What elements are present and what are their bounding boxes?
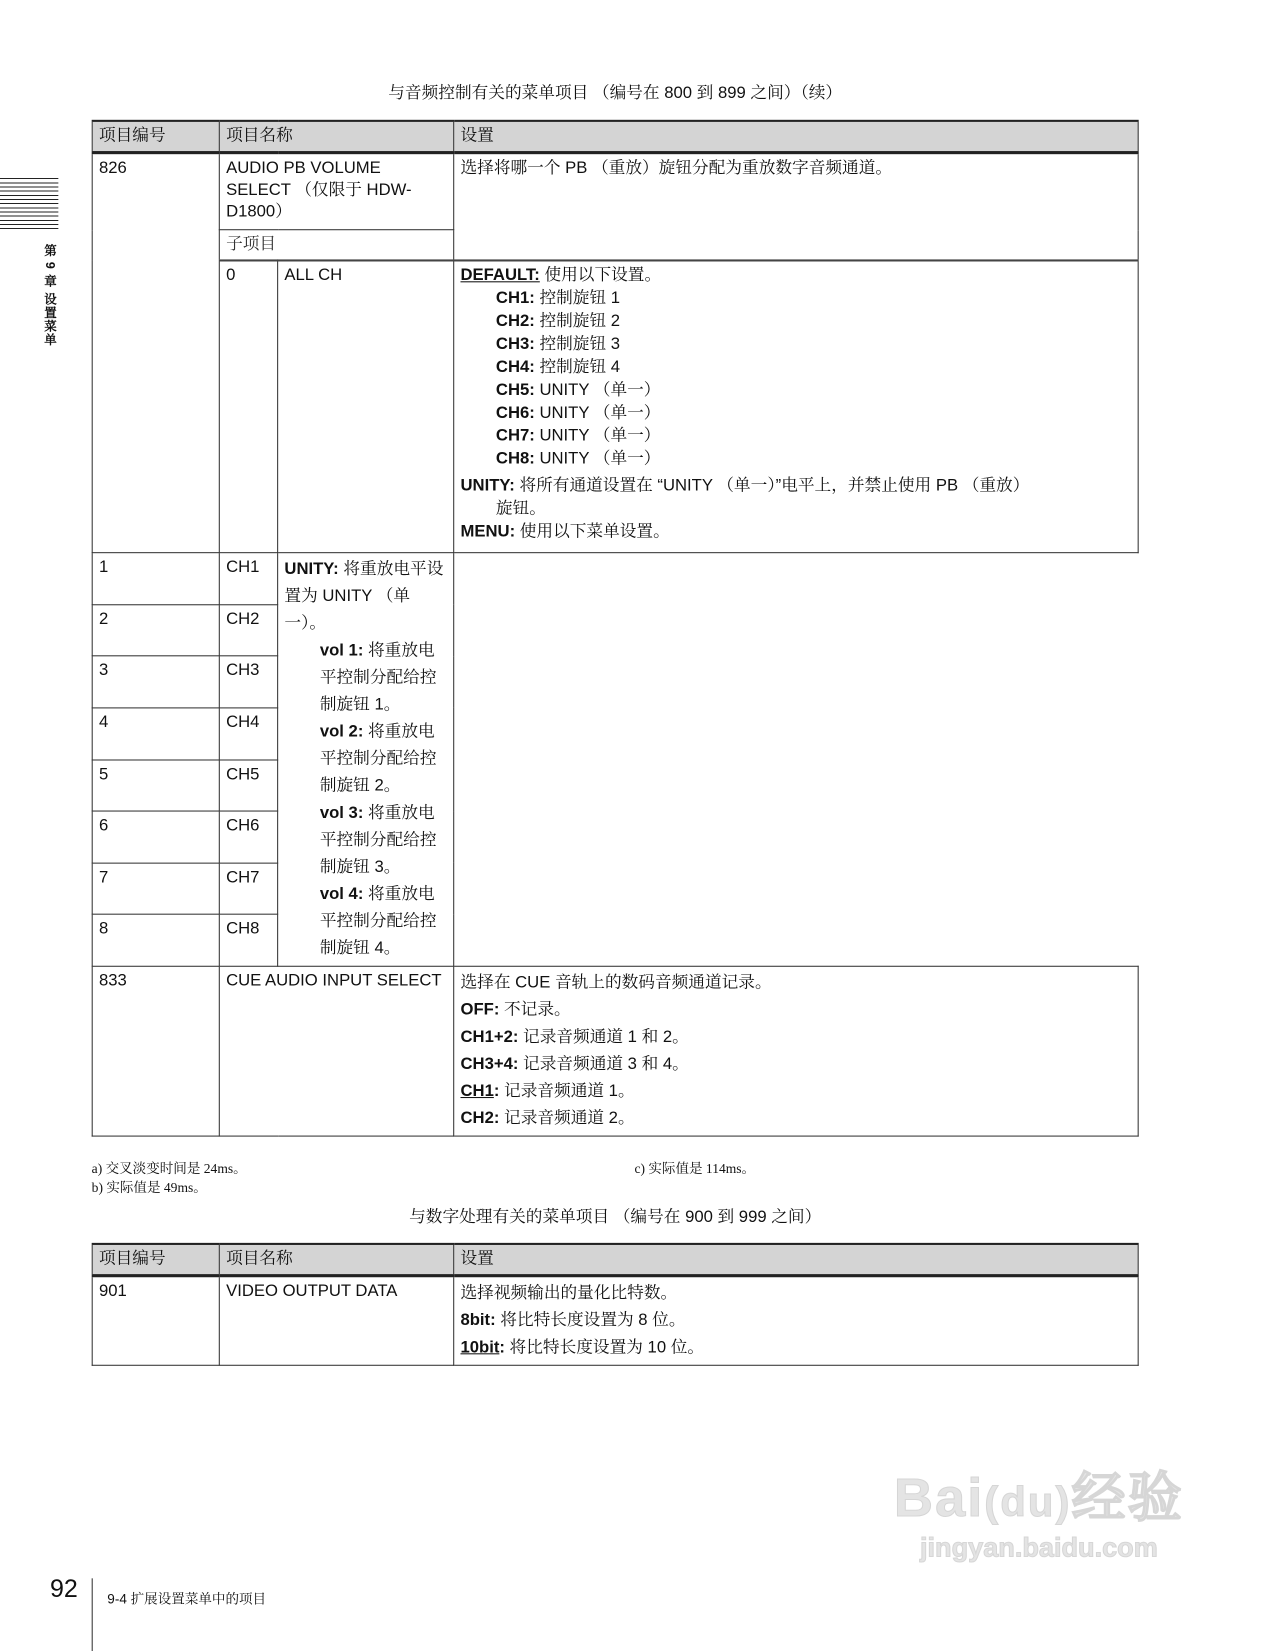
header-name: 项目名称: [219, 1244, 453, 1276]
channel-setting: CH8: UNITY （单一）: [495, 449, 661, 468]
table1-title: 与音频控制有关的菜单项目 （编号在 800 到 899 之间）（续）: [388, 84, 843, 103]
table-row: [92, 656, 1138, 708]
footnote-c: c) 实际值是 114ms。: [634, 1160, 756, 1177]
sub-no: 6: [92, 811, 219, 863]
audio-menu-table: [92, 120, 1139, 1137]
option-setting: OFF: 不记录。: [460, 1001, 571, 1019]
sub-name: ALL CH: [278, 260, 454, 553]
channel-setting: CH6: UNITY （单一）: [495, 403, 661, 422]
item-name: CUE AUDIO INPUT SELECT: [219, 966, 453, 1136]
header-setting: 设置: [454, 121, 1138, 153]
channel-setting: CH7: UNITY （单一）: [495, 426, 661, 445]
item-setting: 选择视频输出的量化比特数。 8bit: 将比特长度设置为 8 位。 10bit: 将比特长度设置为 10 位。: [454, 1276, 1138, 1366]
sub-name: CH2: [219, 604, 277, 656]
sub-name: CH4: [219, 708, 277, 760]
sub-no: 0: [219, 260, 277, 553]
sub-no: 4: [92, 708, 219, 760]
sub-no: 1: [92, 553, 219, 605]
sub-no: 7: [92, 863, 219, 915]
sub-no: 2: [92, 604, 219, 656]
channel-setting: CH5: UNITY （单一）: [495, 380, 661, 399]
section-title: 9-4 扩展设置菜单中的项目: [107, 1590, 267, 1607]
footnote-a: a) 交叉淡变时间是 24ms。: [91, 1160, 247, 1177]
channel-setting: CH1: 控制旋钮 1: [495, 289, 621, 307]
table-row: [92, 260, 1138, 553]
sub-name: CH7: [219, 863, 277, 915]
table-header: [92, 121, 1138, 153]
item-name: VIDEO OUTPUT DATA: [219, 1276, 453, 1366]
option-setting: CH3+4: 记录音频通道 3 和 4。: [460, 1055, 689, 1074]
item-setting: 选择在 CUE 音轨上的数码音频通道记录。 OFF: 不记录。 CH1+2: 记录音频通道 1 和 2。 CH3+4: 记录音频通道 3 和 4。 CH1: 记录音频通道 1。 CH2: 记录音频通道 2。: [454, 966, 1138, 1136]
table-row: [92, 811, 1138, 863]
channel-setting: CH4: 控制旋钮 4: [495, 357, 621, 376]
chapter-tab-label: 第 9 章 设置菜单: [42, 243, 58, 347]
table-row: [92, 553, 1138, 605]
option-setting: CH1+2: 记录音频通道 1 和 2。: [460, 1028, 689, 1046]
item-desc: 选择将哪一个 PB （重放）旋钮分配为重放数字音频通道。: [454, 153, 1138, 260]
table-row: [92, 915, 1138, 967]
footnotes: [92, 1160, 1139, 1202]
sub-setting: UNITY: 将重放电平设置为 UNITY （单一）。 vol 1: 将重放电平控制分配给控制旋钮 1。 vol 2: 将重放电平控制分配给控制旋钮 2。 vol 3: 将重放电平控制分配给控制旋钮 3。 vol 4: 将重放电平控制分配给控制旋钮 4。: [278, 553, 454, 967]
footer-divider: [92, 1578, 93, 1651]
item-no: 833: [92, 966, 219, 1136]
sub-no: 3: [92, 656, 219, 708]
table2-title: 与数字处理有关的菜单项目 （编号在 900 到 999 之间）: [409, 1208, 822, 1227]
item-name: AUDIO PB VOLUME SELECT （仅限于 HDW-D1800）: [219, 153, 453, 230]
channel-list: [460, 287, 1131, 470]
chapter-tab-marker: [0, 175, 58, 229]
sub-name: CH8: [219, 915, 277, 967]
subitem-label: 子项目: [219, 230, 453, 260]
option-setting: CH1: 记录音频通道 1。: [460, 1082, 635, 1101]
sub-no: 5: [92, 759, 219, 811]
table-row: [92, 966, 1138, 1136]
digital-menu-table: [92, 1243, 1139, 1366]
header-setting: 设置: [454, 1244, 1138, 1276]
header-no: 项目编号: [92, 121, 219, 153]
channel-setting: CH3: 控制旋钮 3: [495, 334, 621, 353]
option-setting: CH2: 记录音频通道 2。: [460, 1109, 635, 1128]
sub-name: CH5: [219, 759, 277, 811]
table-row: [92, 153, 1138, 230]
item-no: 901: [92, 1276, 219, 1366]
table-row: [92, 708, 1138, 760]
header-name: 项目名称: [219, 121, 453, 153]
option-setting: 8bit: 将比特长度设置为 8 位。: [460, 1311, 686, 1330]
page-number: 92: [50, 1575, 78, 1604]
sub-setting: DEFAULT: 使用以下设置。 CH1: 控制旋钮 1 CH2: 控制旋钮 2 CH3: 控制旋钮 3 CH4: 控制旋钮 4 CH5: UNITY （单一） CH6: UNITY （单一） CH7: UNITY （单一） CH8: UNITY （单一） UNITY: 将所有通道设置在 “UNITY （单一）”电平上，并禁止使用 PB （重放） 旋钮。 MENU: 使用以下菜单设置。: [454, 260, 1138, 553]
sub-name: CH3: [219, 656, 277, 708]
header-no: 项目编号: [92, 1244, 219, 1276]
option-setting: 10bit: 将比特长度设置为 10 位。: [460, 1338, 705, 1357]
sub-name: CH6: [219, 811, 277, 863]
item-no: 826: [92, 153, 219, 553]
sub-no: 8: [92, 915, 219, 967]
table-row: [92, 604, 1138, 656]
table-row: [92, 863, 1138, 915]
channel-setting: CH2: 控制旋钮 2: [495, 312, 621, 330]
baidu-watermark: Bai(du)经验 jingyan.baidu.com: [893, 1467, 1184, 1563]
sub-name: CH1: [219, 553, 277, 605]
table-row: [92, 759, 1138, 811]
table-row: [92, 1276, 1138, 1366]
footnote-b: b) 实际值是 49ms。: [91, 1179, 207, 1195]
